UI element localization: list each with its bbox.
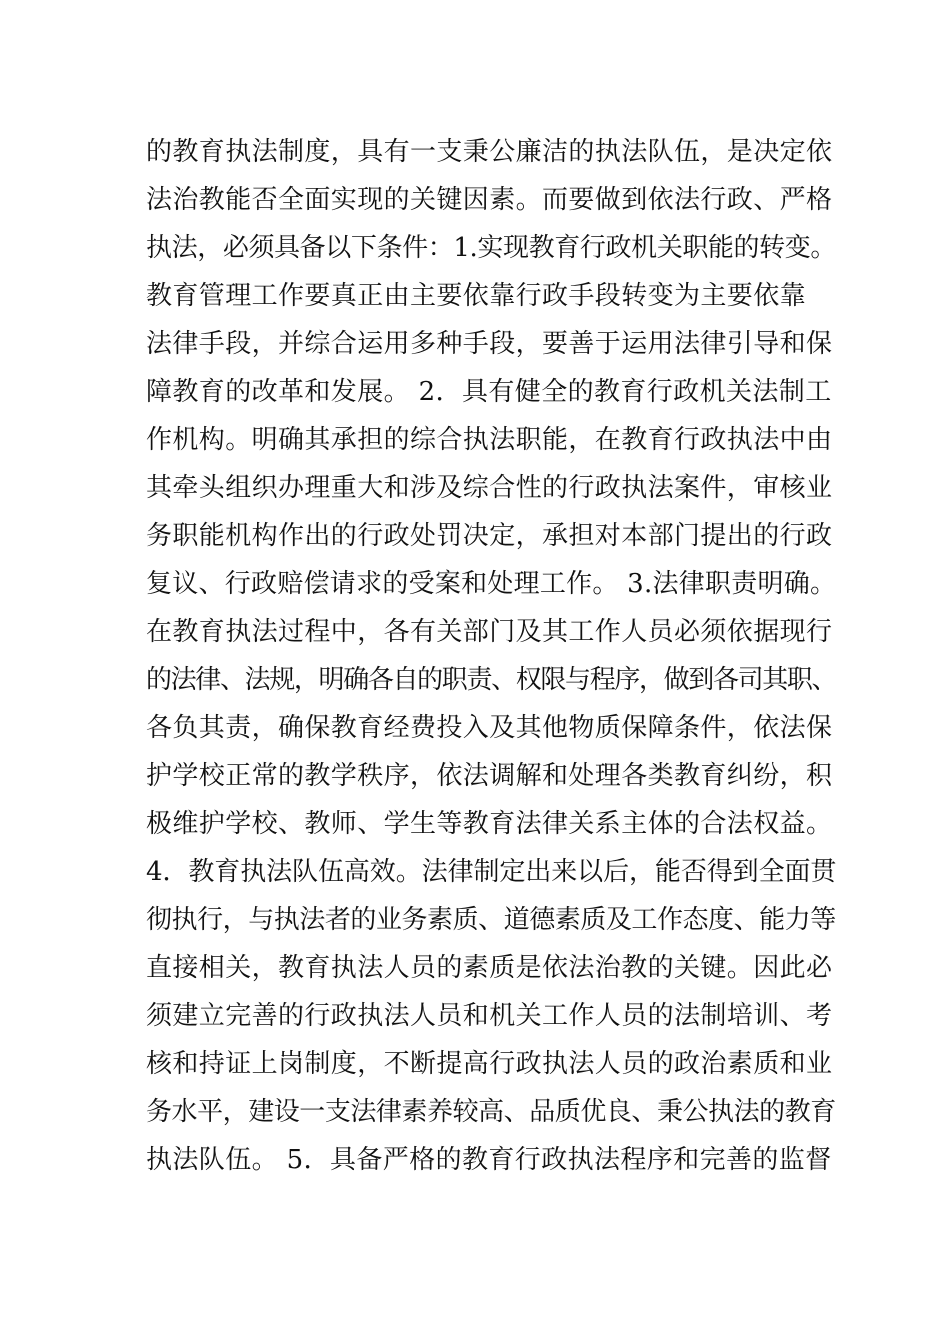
text-line-21: 务水平，建设一支法律素养较高、品质优良、秉公执法的教育 (146, 1097, 836, 1127)
text-line-18: 直接相关，教育执法人员的素质是依法治教的关键。因此必 (146, 953, 833, 983)
text-line-20: 核和持证上岗制度，不断提高行政执法人员的政治素质和业 (146, 1049, 833, 1079)
text-line-10: 复议、行政赔偿请求的受案和处理工作。 3.法律职责明确。 (146, 569, 837, 599)
text-line-3: 执法，必须具备以下条件：1.实现教育行政机关职能的转变。 (146, 233, 837, 263)
text-line-12: 的法律、法规，明确各自的职责、权限与程序，做到各司其职、 (146, 665, 837, 695)
text-line-15: 极维护学校、教师、学生等教育法律关系主体的合法权益。 (146, 809, 833, 839)
text-line-13: 各负其责，确保教育经费投入及其他物质保障条件，依法保 (146, 713, 833, 743)
text-line-5: 法律手段，并综合运用多种手段，要善于运用法律引导和保 (146, 329, 833, 359)
text-line-9: 务职能机构作出的行政处罚决定，承担对本部门提出的行政 (146, 521, 833, 551)
text-line-8: 其牵头组织办理重大和涉及综合性的行政执法案件，审核业 (146, 473, 833, 503)
text-line-7: 作机构。明确其承担的综合执法职能，在教育行政执法中由 (146, 425, 833, 455)
text-line-1: 的教育执法制度，具有一支秉公廉洁的执法队伍，是决定依 (146, 137, 833, 167)
text-line-17: 彻执行，与执法者的业务素质、道德素质及工作态度、能力等 (146, 905, 836, 935)
text-line-11: 在教育执法过程中，各有关部门及其工作人员必须依据现行 (146, 617, 833, 647)
body-text (146, 128, 837, 1184)
text-line-16: 4．教育执法队伍高效。法律制定出来以后，能否得到全面贯 (146, 857, 837, 887)
text-line-6: 障教育的改革和发展。 2．具有健全的教育行政机关法制工 (146, 377, 832, 407)
text-line-22: 执法队伍。 5．具备严格的教育行政执法程序和完善的监督 (146, 1145, 832, 1175)
text-line-4: 教育管理工作要真正由主要依靠行政手段转变为主要依靠 (146, 281, 807, 311)
text-line-19: 须建立完善的行政执法人员和机关工作人员的法制培训、考 (146, 1001, 833, 1031)
text-line-2: 法治教能否全面实现的关键因素。而要做到依法行政、严格 (146, 185, 833, 215)
text-line-14: 护学校正常的教学秩序，依法调解和处理各类教育纠纷，积 (146, 761, 833, 791)
